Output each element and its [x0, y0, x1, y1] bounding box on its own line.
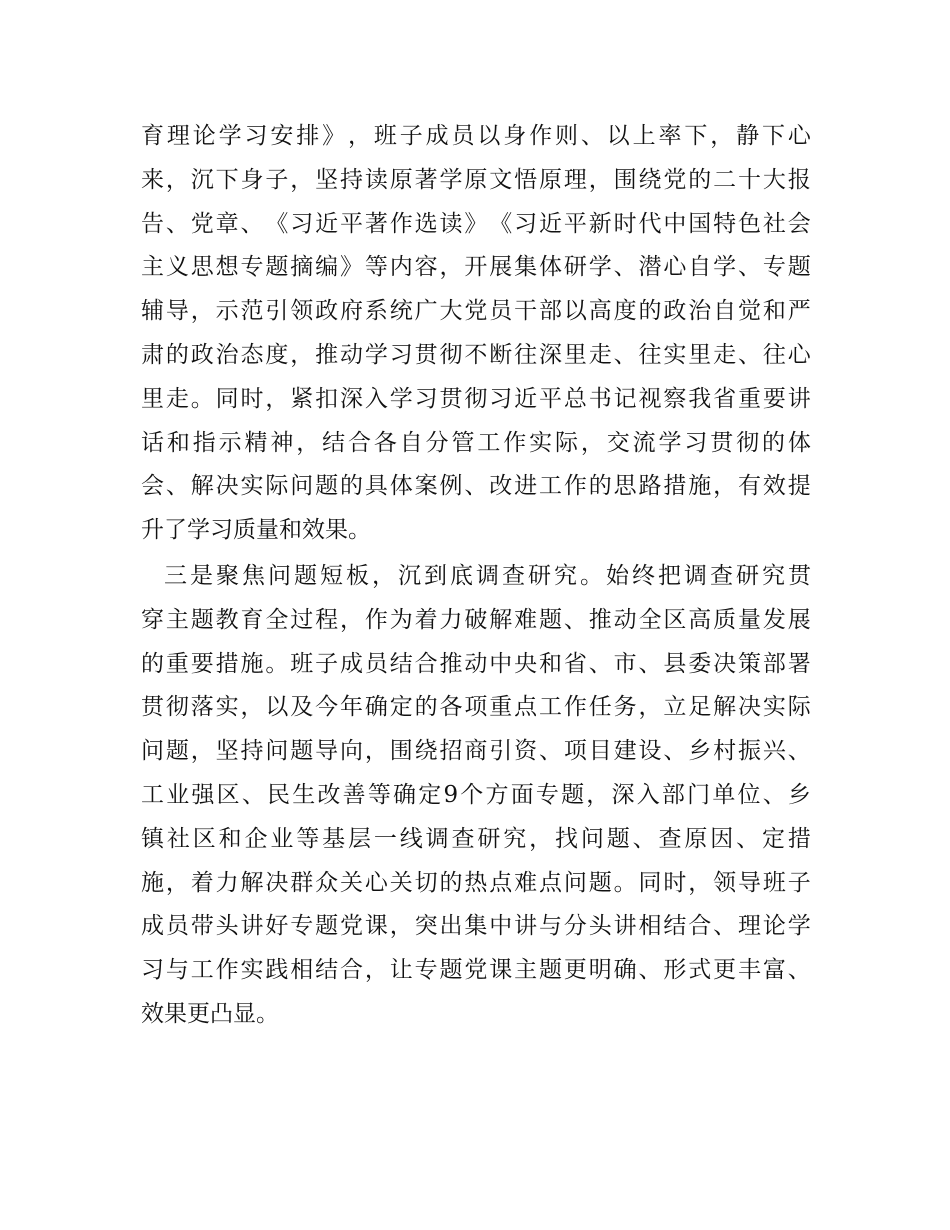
text-line: 问 题 ， 坚 持 问 题 导 向 ， 围 绕 招 商 引 资 、 项 目 建 设 、 乡 村 振 兴 、 — [141, 738, 811, 765]
document-body — [141, 115, 811, 1037]
text-line: 贯 彻 落 实 ， 以 及 今 年 确 定 的 各 项 重 点 工 作 任 务 ， 立 足 解 决 实 际 — [141, 694, 811, 721]
text-line: 三 是 聚 焦 问 题 短 板 ， 沉 到 底 调 查 研 究 。 始 终 把 调 查 研 究 贯 — [164, 562, 811, 589]
text-line: 辅 导 ， 示 范 引 领 政 府 系 统 广 大 党 员 干 部 以 高 度 的 政 治 自 觉 和 严 — [141, 298, 811, 325]
text-line: 来 ， 沉 下 身 子 ， 坚 持 读 原 著 学 原 文 悟 原 理 ， 围 绕 党 的 二 十 大 报 — [141, 166, 811, 193]
text-line: 成 员 带 头 讲 好 专 题 党 课 ， 突 出 集 中 讲 与 分 头 讲 相 结 合 、 理 论 学 — [141, 913, 811, 940]
text-line: 主 义 思 想 专 题 摘 编 》 等 内 容 ， 开 展 集 体 研 学 、 潜 心 自 学 、 专 题 — [141, 254, 811, 281]
text-line: 效果更凸显。 — [141, 1000, 279, 1027]
text-line: 施 ， 着 力 解 决 群 众 关 心 关 切 的 热 点 难 点 问 题 。 同 时 ， 领 导 班 子 — [141, 869, 811, 896]
paragraph-1 — [141, 115, 811, 553]
text-line: 里 走 。 同 时 ， 紧 扣 深 入 学 习 贯 彻 习 近 平 总 书 记 视 察 我 省 重 要 讲 — [141, 385, 811, 412]
text-line: 习 与 工 作 实 践 相 结 合 ， 让 专 题 党 课 主 题 更 明 确 、 形 式 更 丰 富 、 — [141, 957, 811, 984]
text-line: 的 重 要 措 施 。 班 子 成 员 结 合 推 动 中 央 和 省 、 市 、 县 委 决 策 部 署 — [141, 650, 811, 677]
text-line: 镇 社 区 和 企 业 等 基 层 一 线 调 查 研 究 ， 找 问 题 、 查 原 因 、 定 措 — [141, 825, 811, 852]
paragraph-2 — [141, 555, 811, 1037]
text-line: 育 理 论 学 习 安 排 》 ， 班 子 成 员 以 身 作 则 、 以 上 率 下 ， 静 下 心 — [141, 123, 811, 149]
text-line: 穿 主 题 教 育 全 过 程 ， 作 为 着 力 破 解 难 题 、 推 动 全 区 高 质 量 发 展 — [141, 606, 811, 633]
text-line: 会 、 解 决 实 际 问 题 的 具 体 案 例 、 改 进 工 作 的 思 路 措 施 ， 有 效 提 — [141, 473, 811, 500]
text-line: 工 业 强 区 、 民 生 改 善 等 确 定 9 个 方 面 专 题 ， 深 入 部 门 单 位 、 乡 — [141, 781, 811, 808]
text-line: 告 、 党 章 、 《 习 近 平 著 作 选 读 》 《 习 近 平 新 时 代 中 国 特 色 社 会 — [141, 210, 811, 237]
text-line: 肃 的 政 治 态 度 ， 推 动 学 习 贯 彻 不 断 往 深 里 走 、 往 实 里 走 、 往 心 — [141, 341, 811, 368]
text-line: 升了学习质量和效果。 — [141, 517, 371, 544]
text-line: 话 和 指 示 精 神 ， 结 合 各 自 分 管 工 作 实 际 ， 交 流 学 习 贯 彻 的 体 — [141, 429, 811, 456]
